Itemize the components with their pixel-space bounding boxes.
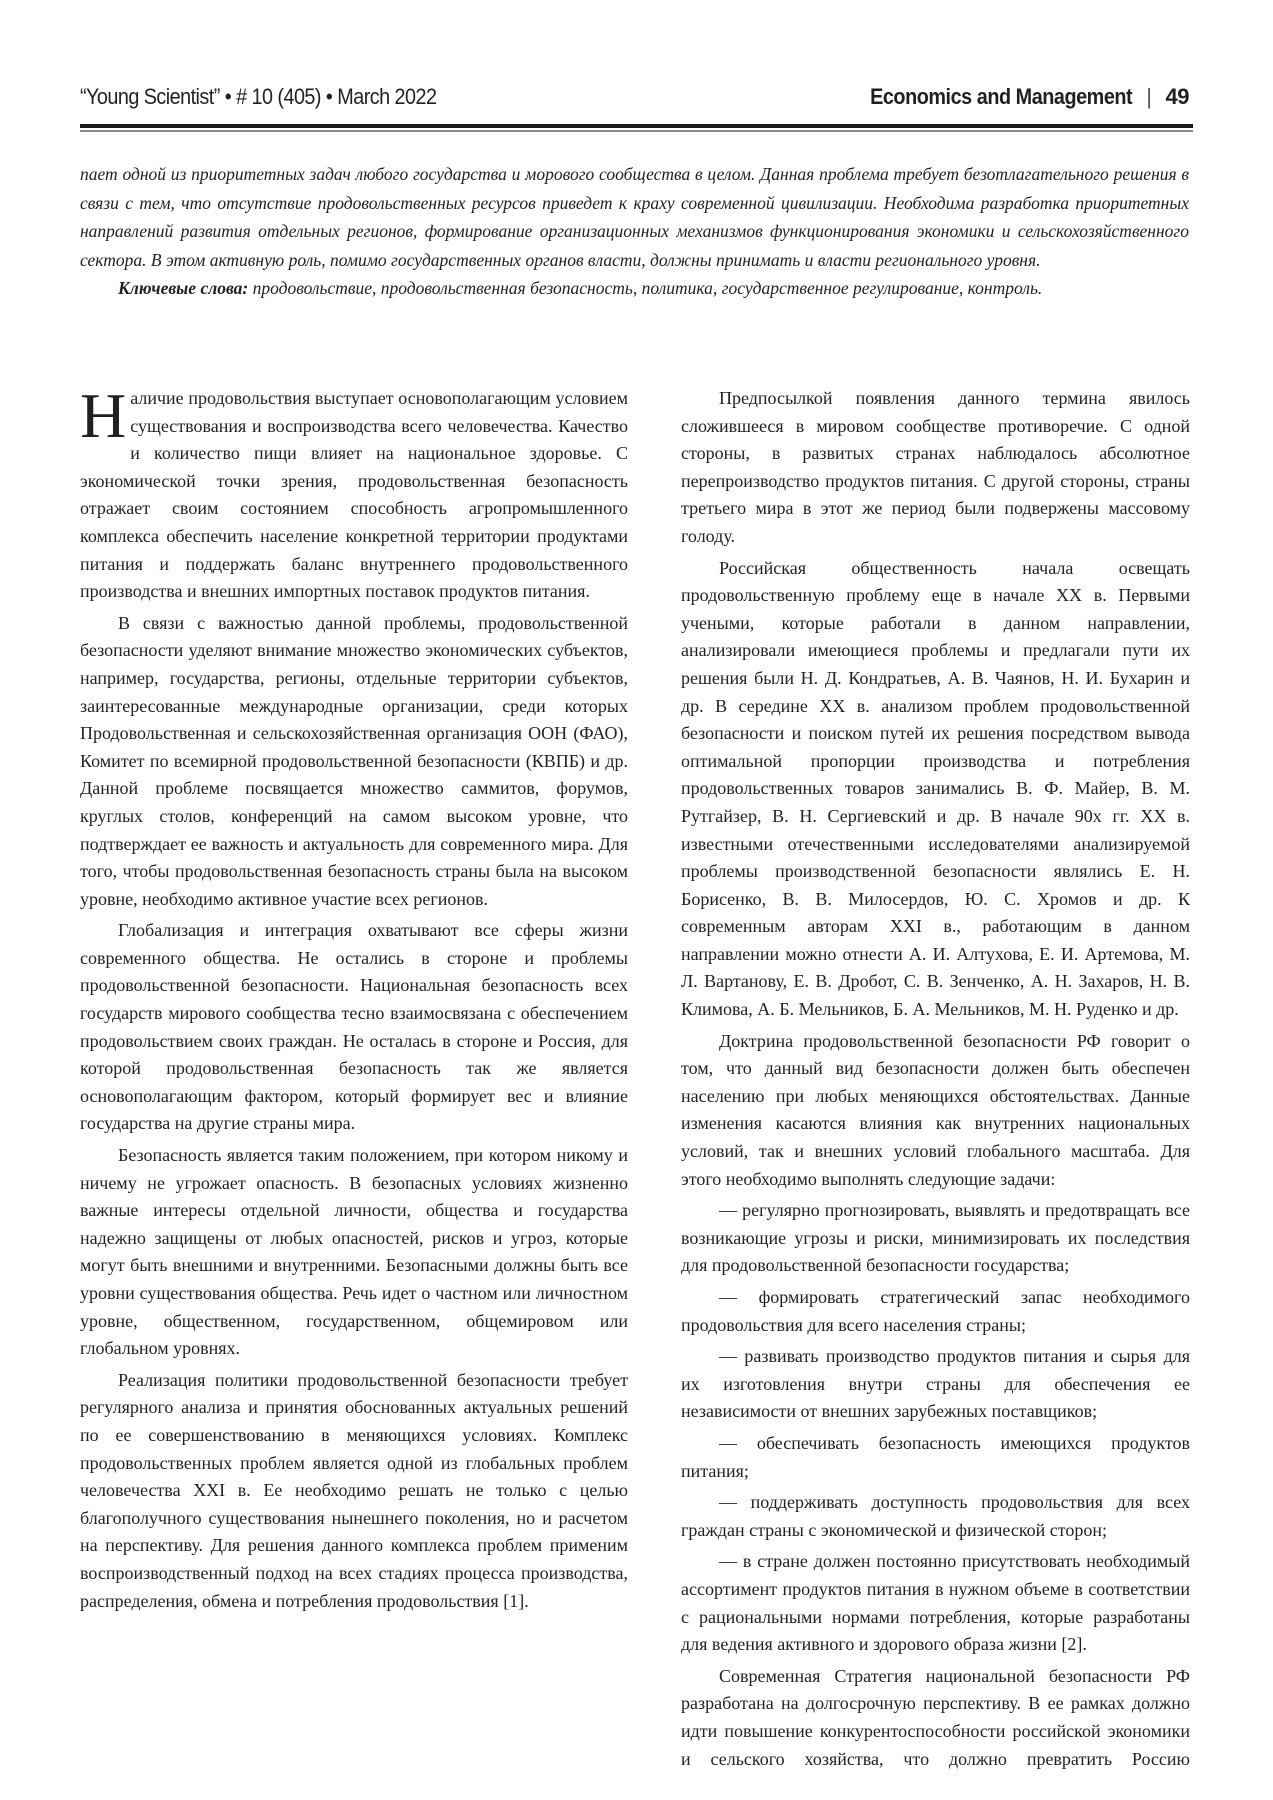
abstract [80, 160, 1189, 303]
header-rule-thin [80, 130, 1193, 132]
right-column [681, 385, 1190, 1777]
paragraph: Российская общественность начала освещать продовольственную проблему еще в начале XX в. Первыми учеными, которые работали в данном направлении, анализировали имеющиеся проблемы и предлагали пути их решения были Н. Д. Кондратьев, А. В. Чаянов, Н. И. Бухарин и др. В середине XX в. анализом проблем продовольственной безопасности и поиском путей их решения посредством вывода оптимальной пропорции производства и потребления продовольственных товаров занимались В. Ф. Майер, В. М. Рутгайзер, В. Н. Сергиевский и др. В начале 90х гг. XX в. известными отечественными исследователями анализируемой проблемы производственной безопасности являлись Е. Н. Борисенко, В. В. Милосердов, Ю. С. Хромов и др. К современным авторам XXI в., работающим в данном направлении можно отнести А. И. Алтухова, Е. И. Артемова, М. Л. Вартанову, Е. В. Дробот, С. В. Зенченко, А. Н. Захаров, Н. В. Климова, А. Б. Мельников, Б. А. Мельников, М. Н. Руденко и др. [681, 557, 1190, 1020]
header-rule-thick [80, 124, 1193, 128]
section-info [841, 84, 1189, 110]
page-number: 49 [1165, 84, 1189, 109]
journal-info: “Young Scientist” • # 10 (405) • March 2022 [80, 84, 437, 109]
keywords-label: Ключевые слова: [118, 278, 249, 298]
running-header [80, 84, 1189, 120]
task-item: — развивать производство продуктов питания и сырья для их изготовления внутри страны для обеспечения ее независимости от внешних зарубежных поставщиков; [681, 1346, 1190, 1422]
paragraph: Глобализация и интеграция охватывают все сферы жизни современного общества. Не остались в стороне и проблемы продовольственной безопасности. Национальная безопасность всех государств мирового сообщества тесно взаимосвязана с обеспечением продовольствием своих граждан. Не осталась в стороне и Россия, для которой продовольственная безопасность так же является основополагающим фактором, который формирует вес и влияние государства на другие страны мира. [80, 920, 628, 1134]
paragraph: Современная Стратегия национальной безопасности РФ разработана на долгосрочную перспективу. В ее рамках должно идти повышение конкурентоспособности российской экономики и сельского хозяйства, что должно превратить Россию [681, 1665, 1190, 1769]
task-item: — формировать стратегический запас необходимого продовольствия для всего населения страны; [681, 1287, 1190, 1335]
paragraph: Безопасность является таким положением, при котором никому и ничему не угрожает опасность. В безопасных условиях жизненно важные интересы отдельной личности, общества и государства надежно защищены от любых опасностей, рисков и угроз, которые могут быть внешними и внутренними. Безопасными должны быть все уровни существования общества. Речь идет о частном или личностном уровне, общественном, государственном, общемировом или глобальном уровнях. [80, 1145, 628, 1359]
paragraph: Реализация политики продовольственной безопасности требует регулярного анализа и принятия обоснованных актуальных решений по ее совершенствованию в меняющихся условиях. Комплекс продовольственных проблем является одной из глобальных проблем человечества XXI в. Ее необходимо решать не только с целью благополучного существования нынешнего поколения, но и расчетом на перспективу. Для решения данного комплекса проблем применим воспроизводственный подход на всех стадиях процесса производства, распределения, обмена и потребления продовольствия [1]. [80, 1369, 628, 1611]
drop-cap: Н [80, 380, 127, 451]
paragraph [80, 380, 628, 606]
keywords [80, 274, 1189, 303]
paragraph: Предпосылкой появления данного термина явилось сложившееся в мировом сообществе противоречие. С одной стороны, в развитых странах наблюдалось абсолютное перепроизводство продуктов питания. С другой стороны, страны третьего мира в этот же период были подвержены массовому голоду. [681, 388, 1190, 546]
task-item: — поддерживать доступность продовольствия для всех граждан страны с экономической и физической сторон; [681, 1492, 1190, 1540]
task-item: — регулярно прогнозировать, выявлять и предотвращать все возникающие угрозы и риски, минимизировать их последствия для продовольственной безопасности государства; [681, 1200, 1190, 1276]
task-item: — обеспечивать безопасность имеющихся продуктов питания; [681, 1432, 1190, 1481]
paragraph: В связи с важностью данной проблемы, продовольственной безопасности уделяют внимание множество экономических субъектов, например, государства, регионы, отдельные территории субъектов, заинтересованные международные организации, среди которых Продовольственная и сельскохозяйственная организация ООН (ФАО), Комитет по всемирной продовольственной безопасности (КВПБ) и др. Данной проблеме посвящается множество саммитов, форумов, круглых столов, конференций на самом высоком уровне, что подтверждает ее важность и актуальность для современного мира. Для того, чтобы продовольственная безопасность страны была на высоком уровне, необходимо активное участие всех регионов. [80, 612, 628, 909]
section-title: Economics and Management [870, 84, 1133, 109]
keywords-list: продовольствие, продовольственная безопасность, политика, государственное регулирование, контроль. [248, 278, 1043, 298]
left-column [80, 380, 628, 1619]
abstract-text: пает одной из приоритетных задач любого государства и морового сообщества в целом. Данная проблема требует безотлагательного решения в связи с тем, что отсутствие продовольственных ресурсов приведет к краху современной цивилизации. Необходима разработка приоритетных направлений развития отдельных регионов, формирование организационных механизмов функционирования экономики и сельскохозяйственного сектора. В этом активную роль, помимо государственных органов власти, должны принимать и власти регионального уровня. [80, 164, 1189, 270]
header-separator: | [1146, 84, 1152, 109]
paragraph-text: аличие продовольствия выступает основополагающим условием существования и воспроизводства всего человечества. Качество и количество пищи влияет на национальное здоровье. С экономической точки зрения, продовольственная безопасность отражает своим состоянием способность агропромышленного комплекса обеспечить население конкретной территории продуктами питания и поддержать баланс внутреннего продовольственного производства и внешних импортных поставок продуктов питания. [80, 388, 628, 602]
paragraph: Доктрина продовольственной безопасности РФ говорит о том, что данный вид безопасности должен быть обеспечен населению при любых меняющихся обстоятельствах. Данные изменения касаются влияния как внутренних национальных условий, так и внешних условий глобального масштаба. Для этого необходимо выполнять следующие задачи: [681, 1030, 1190, 1189]
task-item: — в стране должен постоянно присутствовать необходимый ассортимент продуктов питания в нужном объеме в соответствии с рациональными нормами потребления, которые разработаны для ведения активного и здорового образа жизни [2]. [681, 1551, 1190, 1655]
